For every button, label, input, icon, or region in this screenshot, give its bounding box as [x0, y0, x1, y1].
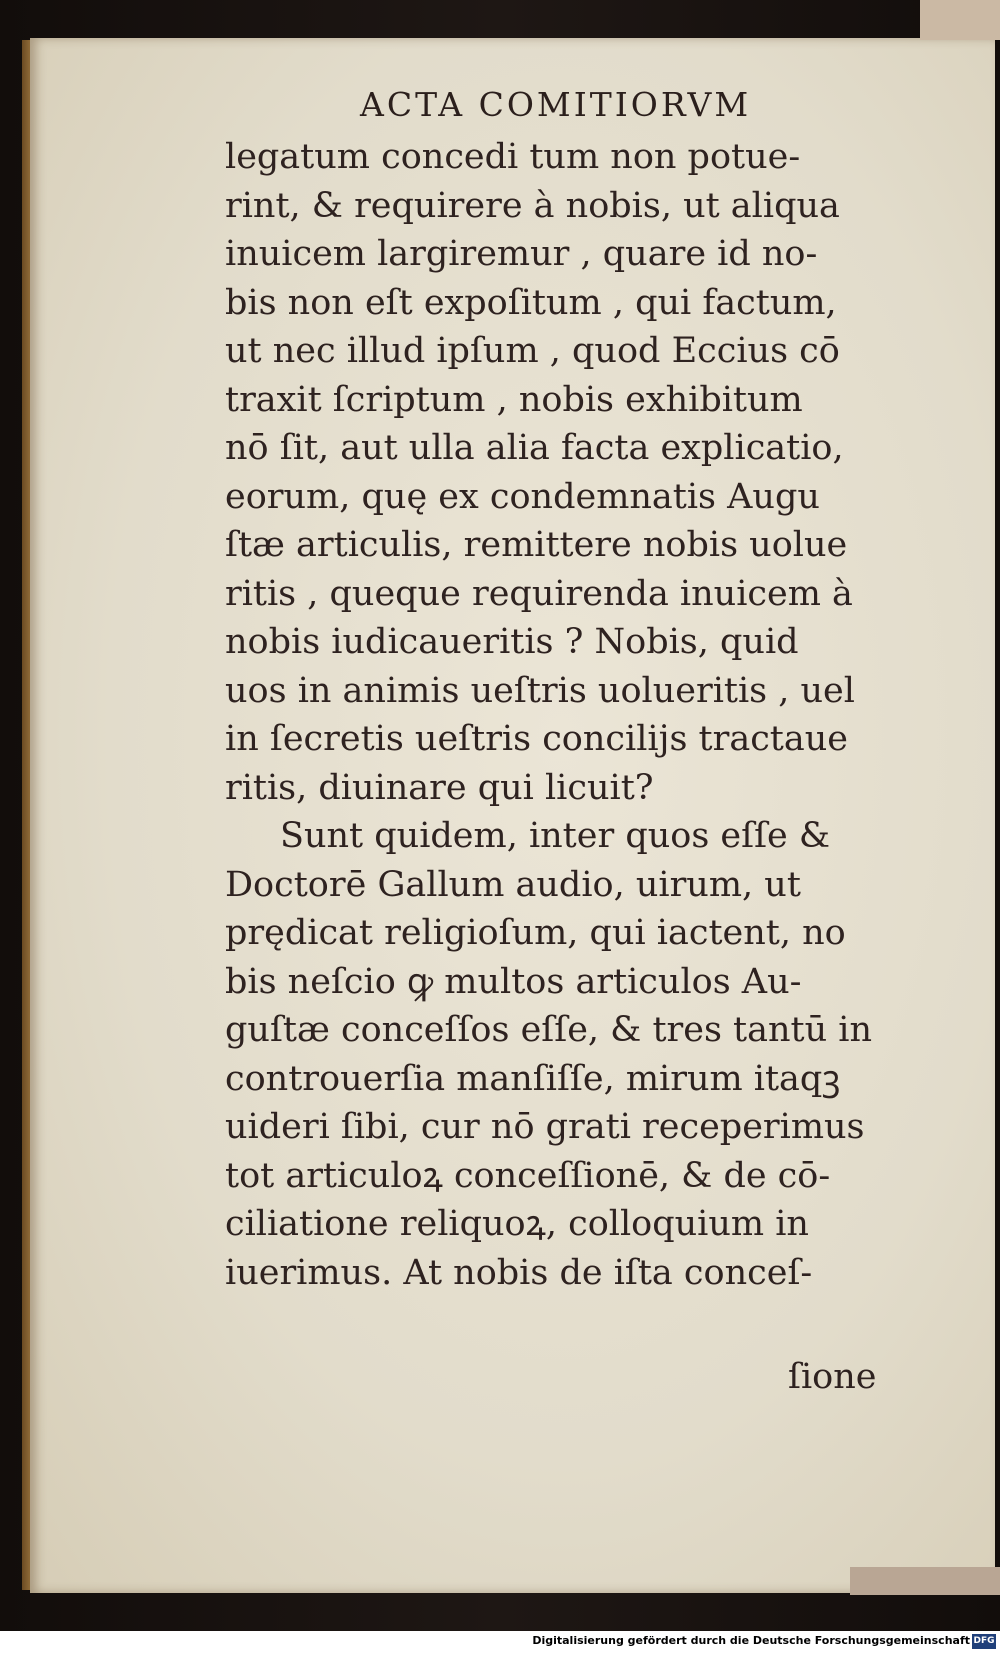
text-line: nobis iudicaueritis ? Nobis, quid — [225, 622, 799, 662]
funding-credit: Digitalisierung gefördert durch die Deutsche Forschungsgemeinschaft — [532, 1634, 970, 1647]
catchword: ſione — [788, 1357, 877, 1397]
text-line: ut nec illud ipſum , quod Eccius cō — [225, 331, 840, 371]
text-line: ſtæ articulis, remittere nobis uolue — [225, 525, 848, 565]
text-line: inuicem largiremur , quare id no- — [225, 234, 818, 274]
text-line: iuerimus. At nobis de iſta conceſ- — [225, 1252, 813, 1293]
footer-bar — [0, 1631, 1000, 1653]
text-line: controuerſia manſiſſe, mirum itaqꝫ — [225, 1058, 841, 1099]
text-line: tot articuloꝝ conceſſionē, & de cō- — [225, 1155, 831, 1196]
text-line: uideri ſibi, cur nō grati receperimus — [225, 1107, 865, 1147]
text-line: legatum concedi tum non potue- — [225, 137, 801, 177]
running-head: ACTA COMITIORVM — [360, 85, 752, 124]
text-line: ritis , queque requirenda inuicem à — [225, 573, 853, 614]
page-tab-bottom — [850, 1567, 1000, 1595]
text-line: bis neſcio ꝙ multos articulos Au- — [225, 961, 802, 1002]
text-line: ritis, diuinare qui licuit? — [225, 767, 654, 808]
dfg-logo: DFG — [972, 1634, 996, 1649]
text-line: nō ſit, aut ulla alia facta explicatio, — [225, 428, 844, 468]
text-line: traxit ſcriptum , nobis exhibitum — [225, 379, 803, 420]
page-tab-top — [920, 0, 1000, 40]
body-text — [225, 133, 925, 1297]
text-line: ciliatione reliquoꝝ, colloquium in — [225, 1204, 809, 1244]
text-line: prędicat religioſum, qui iactent, no — [225, 913, 846, 953]
text-line: uos in animis ueſtris uolueritis , uel — [225, 670, 855, 711]
text-line: bis non eſt expoſitum , qui factum, — [225, 282, 837, 323]
text-line: eorum, quę ex condemnatis Augu — [225, 476, 820, 517]
text-line: in ſecretis ueſtris concilijs tractaue — [225, 719, 848, 759]
text-line: Doctorē Gallum audio, uirum, ut — [225, 864, 801, 905]
text-line: Sunt quidem, inter quos eſſe & — [280, 816, 831, 856]
text-line: guſtæ conceſſos eſſe, & tres tantū in — [225, 1010, 872, 1050]
text-line: rint, & requirere à nobis, ut aliqua — [225, 185, 840, 226]
